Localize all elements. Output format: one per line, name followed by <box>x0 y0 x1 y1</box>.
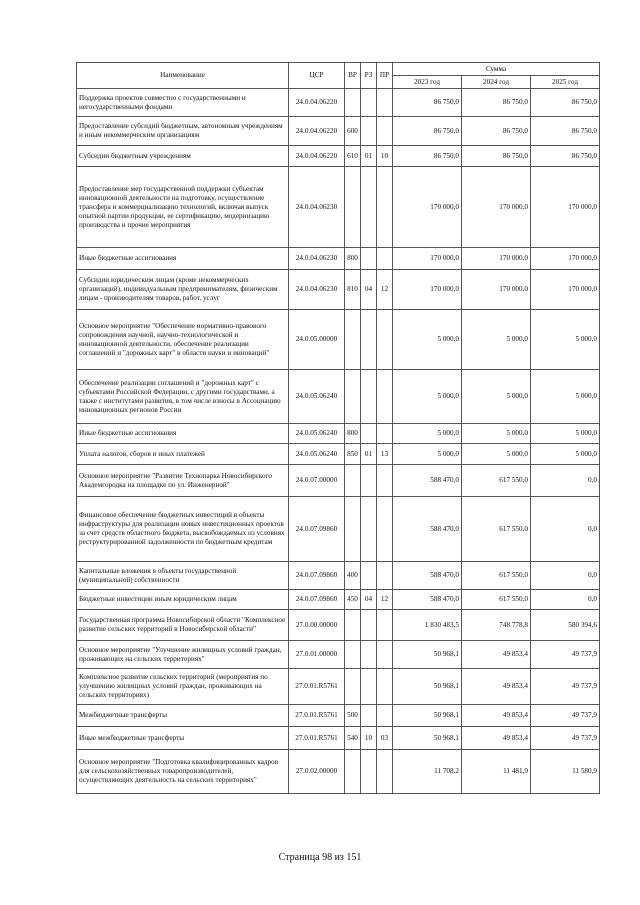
cell-name: Капитальные вложения в объекты государственной (муниципальной) собственности <box>77 562 289 590</box>
table-body <box>77 89 600 794</box>
cell-sum-2023: 1 830 483,5 <box>393 610 462 641</box>
cell-sum-2024: 748 778,8 <box>462 610 531 641</box>
header-year-2023: 2023 год <box>393 76 462 89</box>
cell-vr: 450 <box>345 590 361 610</box>
cell-sum-2024: 11 481,9 <box>462 750 531 794</box>
cell-sum-2025: 49 737,9 <box>531 727 600 750</box>
cell-rz <box>361 562 377 590</box>
cell-vr <box>345 750 361 794</box>
header-csr: ЦСР <box>289 63 345 89</box>
cell-vr <box>345 641 361 669</box>
cell-csr: 24.0.07.09860 <box>289 590 345 610</box>
cell-name: Уплата налогов, сборов и иных платежей <box>77 444 289 465</box>
cell-sum-2024: 5 000,0 <box>462 424 531 444</box>
table-row <box>77 146 600 167</box>
cell-vr: 540 <box>345 727 361 750</box>
cell-sum-2023: 170 000,0 <box>393 167 462 248</box>
budget-table <box>76 62 600 794</box>
header-pr: ПР <box>377 63 393 89</box>
cell-pr <box>377 248 393 270</box>
cell-name: Обеспечение реализации соглашений и "дорожных карт" с субъектами Российской Федерации, с другими государствами, а также с институтами развития, в том числе взносы в Ассоциацию инновационных регионов России <box>77 370 289 424</box>
cell-sum-2025: 0,0 <box>531 590 600 610</box>
cell-sum-2025: 86 750,0 <box>531 89 600 117</box>
header-vr: ВР <box>345 63 361 89</box>
cell-sum-2025: 11 580,9 <box>531 750 600 794</box>
table-row <box>77 562 600 590</box>
cell-name: Основное мероприятие "Улучшение жилищных условий граждан, проживающих на сельских территориях" <box>77 641 289 669</box>
cell-vr <box>345 370 361 424</box>
cell-rz <box>361 167 377 248</box>
cell-pr: 10 <box>377 146 393 167</box>
cell-pr <box>377 310 393 370</box>
table-row <box>77 444 600 465</box>
cell-sum-2025: 170 000,0 <box>531 167 600 248</box>
cell-name: Комплексное развитие сельских территорий (мероприятия по улучшению жилищных условий граждан, проживающих на сельских территориях) <box>77 669 289 705</box>
cell-sum-2023: 588 470,0 <box>393 465 462 497</box>
cell-sum-2024: 617 550,0 <box>462 465 531 497</box>
table-row <box>77 641 600 669</box>
cell-pr <box>377 641 393 669</box>
cell-csr: 24.0.04.06220 <box>289 117 345 146</box>
table-row <box>77 497 600 562</box>
cell-csr: 27.0.02.00000 <box>289 750 345 794</box>
cell-rz <box>361 705 377 727</box>
cell-csr: 24.0.07.09860 <box>289 497 345 562</box>
cell-csr: 24.0.05.06240 <box>289 370 345 424</box>
cell-name: Основное мероприятие "Подготовка квалифицированных кадров для сельскохозяйственных товаропроизводителей, осуществляющих деятельность на сельских территориях" <box>77 750 289 794</box>
cell-vr: 800 <box>345 424 361 444</box>
cell-sum-2023: 50 968,1 <box>393 705 462 727</box>
cell-name: Иные бюджетные ассигнования <box>77 424 289 444</box>
cell-rz <box>361 497 377 562</box>
cell-sum-2025: 170 000,0 <box>531 248 600 270</box>
cell-vr <box>345 310 361 370</box>
cell-rz <box>361 669 377 705</box>
cell-pr <box>377 610 393 641</box>
header-rz: РЗ <box>361 63 377 89</box>
cell-rz: 01 <box>361 146 377 167</box>
cell-name: Государственная программа Новосибирской области "Комплексное развитие сельских территорий в Новосибирской области" <box>77 610 289 641</box>
cell-sum-2024: 170 000,0 <box>462 248 531 270</box>
cell-sum-2024: 49 853,4 <box>462 727 531 750</box>
cell-sum-2025: 0,0 <box>531 465 600 497</box>
cell-csr: 27.0.00.00000 <box>289 610 345 641</box>
cell-name: Межбюджетные трансферты <box>77 705 289 727</box>
cell-name: Иные бюджетные ассигнования <box>77 248 289 270</box>
cell-pr <box>377 167 393 248</box>
cell-sum-2024: 170 000,0 <box>462 167 531 248</box>
cell-pr <box>377 117 393 146</box>
cell-csr: 24.0.05.06240 <box>289 444 345 465</box>
table-row <box>77 750 600 794</box>
cell-vr: 600 <box>345 117 361 146</box>
cell-rz: 10 <box>361 727 377 750</box>
table-row <box>77 727 600 750</box>
cell-rz <box>361 310 377 370</box>
cell-sum-2023: 86 750,0 <box>393 117 462 146</box>
cell-sum-2023: 588 470,0 <box>393 497 462 562</box>
cell-sum-2025: 49 737,9 <box>531 669 600 705</box>
table-row <box>77 310 600 370</box>
cell-sum-2023: 170 000,0 <box>393 248 462 270</box>
table-row <box>77 610 600 641</box>
header-year-2025: 2025 год <box>531 76 600 89</box>
cell-vr <box>345 497 361 562</box>
cell-sum-2024: 86 750,0 <box>462 146 531 167</box>
cell-pr <box>377 370 393 424</box>
cell-sum-2024: 49 853,4 <box>462 669 531 705</box>
cell-rz <box>361 641 377 669</box>
cell-sum-2024: 5 000,0 <box>462 444 531 465</box>
cell-pr <box>377 750 393 794</box>
cell-csr: 27.0.01.00000 <box>289 641 345 669</box>
table-row <box>77 370 600 424</box>
cell-sum-2023: 50 968,1 <box>393 641 462 669</box>
cell-sum-2025: 5 000,0 <box>531 310 600 370</box>
cell-vr: 810 <box>345 270 361 310</box>
cell-rz <box>361 248 377 270</box>
cell-sum-2025: 0,0 <box>531 497 600 562</box>
cell-pr: 12 <box>377 270 393 310</box>
cell-vr: 400 <box>345 562 361 590</box>
cell-csr: 27.0.01.R5761 <box>289 669 345 705</box>
table-row <box>77 465 600 497</box>
cell-sum-2023: 5 000,0 <box>393 370 462 424</box>
cell-name: Предоставление мер государственной поддержки субъектам инновационной деятельности на подготовку, осуществление трансфера и коммерциализацию технологий, включая выпуск опытной партии продукции, ее сертификацию, модернизацию производства и прочие мероприятия <box>77 167 289 248</box>
cell-csr: 27.0.01.R5761 <box>289 705 345 727</box>
cell-pr <box>377 705 393 727</box>
cell-csr: 24.0.04.06230 <box>289 167 345 248</box>
cell-sum-2023: 5 000,0 <box>393 424 462 444</box>
cell-pr <box>377 669 393 705</box>
table-row <box>77 424 600 444</box>
table-row <box>77 248 600 270</box>
cell-sum-2025: 5 000,0 <box>531 424 600 444</box>
cell-sum-2023: 170 000,0 <box>393 270 462 310</box>
cell-sum-2023: 11 708,2 <box>393 750 462 794</box>
cell-csr: 24.0.04.06230 <box>289 248 345 270</box>
page-footer: Страница 98 из 151 <box>278 852 362 863</box>
cell-pr <box>377 465 393 497</box>
cell-sum-2023: 50 968,1 <box>393 727 462 750</box>
cell-vr <box>345 669 361 705</box>
cell-pr: 12 <box>377 590 393 610</box>
cell-vr: 850 <box>345 444 361 465</box>
cell-sum-2025: 5 000,0 <box>531 370 600 424</box>
cell-name: Поддержка проектов совместно с государственными и негосударственными фондами <box>77 89 289 117</box>
cell-pr: 03 <box>377 727 393 750</box>
cell-sum-2025: 49 737,9 <box>531 641 600 669</box>
cell-csr: 24.0.05.00000 <box>289 310 345 370</box>
cell-name: Основное мероприятие "Обеспечение нормативно-правового сопровождения научной, научно-технологической и инновационной деятельности, обеспечение реализации соглашений и "дорожных карт" в области науки и инноваций" <box>77 310 289 370</box>
cell-csr: 24.0.04.06220 <box>289 146 345 167</box>
cell-csr: 24.0.04.06230 <box>289 270 345 310</box>
cell-vr <box>345 465 361 497</box>
cell-sum-2023: 5 000,0 <box>393 310 462 370</box>
cell-name: Основное мероприятие "Развитие Технопарка Новосибирского Академгородка на площадке по ул. Инженерной" <box>77 465 289 497</box>
cell-pr: 13 <box>377 444 393 465</box>
cell-sum-2025: 86 750,0 <box>531 146 600 167</box>
cell-pr <box>377 424 393 444</box>
cell-rz <box>361 117 377 146</box>
cell-name: Бюджетные инвестиции иным юридическим лицам <box>77 590 289 610</box>
table-row <box>77 270 600 310</box>
table-row <box>77 167 600 248</box>
cell-sum-2025: 580 394,6 <box>531 610 600 641</box>
cell-rz: 01 <box>361 444 377 465</box>
cell-rz <box>361 424 377 444</box>
cell-sum-2023: 588 470,0 <box>393 562 462 590</box>
cell-pr <box>377 562 393 590</box>
cell-sum-2024: 617 550,0 <box>462 562 531 590</box>
cell-sum-2024: 617 550,0 <box>462 497 531 562</box>
header-sum: Сумма <box>393 63 600 76</box>
cell-rz: 04 <box>361 590 377 610</box>
cell-sum-2023: 86 750,0 <box>393 146 462 167</box>
cell-sum-2024: 86 750,0 <box>462 89 531 117</box>
cell-csr: 24.0.04.06220 <box>289 89 345 117</box>
cell-name: Субсидии бюджетным учреждениям <box>77 146 289 167</box>
cell-vr <box>345 610 361 641</box>
cell-sum-2024: 170 000,0 <box>462 270 531 310</box>
cell-pr <box>377 497 393 562</box>
cell-sum-2023: 588 470,0 <box>393 590 462 610</box>
cell-rz: 04 <box>361 270 377 310</box>
table-row <box>77 669 600 705</box>
cell-csr: 24.0.07.09860 <box>289 562 345 590</box>
cell-sum-2025: 0,0 <box>531 562 600 590</box>
header-name: Наименование <box>77 63 289 89</box>
cell-sum-2024: 49 853,4 <box>462 705 531 727</box>
cell-sum-2024: 5 000,0 <box>462 310 531 370</box>
cell-rz <box>361 610 377 641</box>
cell-rz <box>361 750 377 794</box>
cell-sum-2025: 170 000,0 <box>531 270 600 310</box>
cell-vr <box>345 167 361 248</box>
cell-sum-2024: 5 000,0 <box>462 370 531 424</box>
cell-csr: 24.0.05.06240 <box>289 424 345 444</box>
cell-sum-2023: 86 750,0 <box>393 89 462 117</box>
header-year-2024: 2024 год <box>462 76 531 89</box>
table-row <box>77 705 600 727</box>
cell-sum-2023: 50 968,1 <box>393 669 462 705</box>
cell-sum-2025: 5 000,0 <box>531 444 600 465</box>
cell-csr: 24.0.07.00000 <box>289 465 345 497</box>
cell-name: Финансовое обеспечение бюджетных инвестиций в объекты инфраструктуры для реализации новых инвестиционных проектов за счет средств областного бюджета, высвобождаемых из условиях реструктурированной задолженности по бюджетным кредитам <box>77 497 289 562</box>
cell-vr: 610 <box>345 146 361 167</box>
cell-pr <box>377 89 393 117</box>
cell-vr: 500 <box>345 705 361 727</box>
cell-sum-2025: 86 750,0 <box>531 117 600 146</box>
table-row <box>77 117 600 146</box>
cell-sum-2025: 49 737,9 <box>531 705 600 727</box>
cell-csr: 27.0.01.R5761 <box>289 727 345 750</box>
table-row <box>77 89 600 117</box>
cell-sum-2024: 49 853,4 <box>462 641 531 669</box>
cell-name: Субсидии юридическим лицам (кроме некоммерческих организаций), индивидуальным предпринимателям, физическим лицам - производителям товаров, работ, услуг <box>77 270 289 310</box>
cell-vr <box>345 89 361 117</box>
cell-name: Предоставление субсидий бюджетным, автономным учреждениям и иным некоммерческим организациям <box>77 117 289 146</box>
cell-sum-2023: 5 000,0 <box>393 444 462 465</box>
cell-rz <box>361 465 377 497</box>
cell-name: Иные межбюджетные трансферты <box>77 727 289 750</box>
cell-sum-2024: 86 750,0 <box>462 117 531 146</box>
cell-sum-2024: 617 550,0 <box>462 590 531 610</box>
cell-rz <box>361 370 377 424</box>
cell-rz <box>361 89 377 117</box>
table-row <box>77 590 600 610</box>
cell-vr: 800 <box>345 248 361 270</box>
